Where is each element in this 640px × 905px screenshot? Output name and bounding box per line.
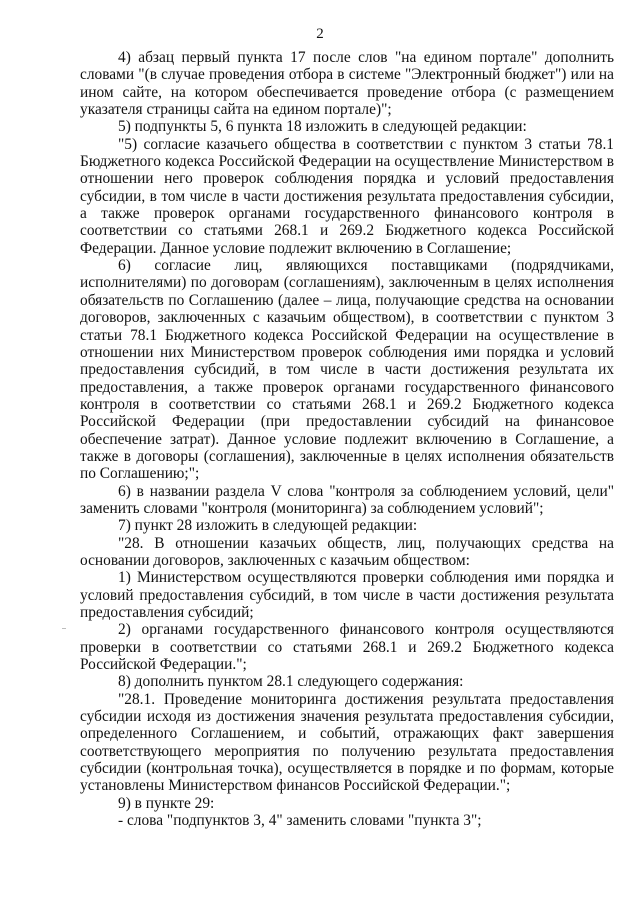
paragraph-item-6-section-v: 6) в названии раздела V слова "контроля за соблюдением условий, цели" заменить словами "контроля (мониторинга) за соблюдением условий";: [80, 482, 614, 517]
document-body: [80, 49, 614, 829]
margin-mark: [62, 628, 66, 629]
page-number: 2: [316, 26, 324, 42]
paragraph-subitem-6-consent: 6) согласие лиц, являющихся поставщиками (подрядчиками, исполнителями) по договорам (соглашениям), заключенным в целях исполнения обязательств по Соглашению (далее – лица, получающие средства на основании договоров, заключенных с казачьим обществом), в соответствии с пунктом 3 статьи 78.1 Бюджетного кодекса Российской Федерации на осуществление в отношении них Министерством проверок соблюдения ими порядка и условий предоставления субсидий, в том числе в части достижения результата их предоставления, а также проверок органами государственного финансового контроля в соответствии со статьями 268.1 и 269.2 Бюджетного кодекса Российской Федерации (при предоставлении субсидий на финансовое обеспечение затрат). Данное условие подлежит включению в Соглашение, а также в договоры (соглашения), заключенные в целях исполнения обязательств по Соглашению;";: [80, 257, 614, 483]
paragraph-para28-sub2: 2) органами государственного финансового контроля осуществляются проверки в соответствии со статьями 268.1 и 269.2 Бюджетного кодекса Российской Федерации.";: [80, 621, 614, 674]
paragraph-para28-1-text: "28.1. Проведение мониторинга достижения результата предоставления субсидии исходя из достижения значения результата предоставления субсидии, определенного Соглашением, и событий, отражающих факт завершения соответствующего мероприятия по получению результата предоставления субсидии (контрольная точка), осуществляется в порядке и по формам, которые установлены Министерством финансов Российской Федерации.";: [80, 690, 614, 795]
paragraph-item-5-para18: 5) подпункты 5, 6 пункта 18 изложить в следующей редакции:: [118, 118, 527, 136]
paragraph-item-8-para28-1: 8) дополнить пунктом 28.1 следующего содержания:: [118, 673, 464, 691]
paragraph-para28-text: "28. В отношении казачьих обществ, лиц, получающих средства на основании договоров, заключенных с казачьим обществом:: [80, 534, 614, 569]
paragraph-para29-dash: - слова "подпунктов 3, 4" заменить словами "пункта 3";: [118, 812, 482, 830]
paragraph-item-4-para17: 4) абзац первый пункта 17 после слов "на едином портале" дополнить словами "(в случае проведения отбора в системе "Электронный бюджет") или на ином сайте, на котором обеспечивается проведение отбора (с размещением указателя страницы сайта на едином портале)";: [80, 49, 614, 119]
paragraph-item-9-para29: 9) в пункте 29:: [118, 794, 215, 812]
paragraph-para28-sub1: 1) Министерством осуществляются проверки соблюдения ими порядка и условий предоставления субсидий, в том числе в части достижения результата предоставления субсидий;: [80, 569, 614, 621]
paragraph-subitem-5-consent: "5) согласие казачьего общества в соответствии с пунктом 3 статьи 78.1 Бюджетного кодекса Российской Федерации на осуществление Министерством в отношении него проверок соблюдения порядка и условий предоставления субсидии, в том числе в части достижения результата предоставления субсидии, а также проверок органами государственного финансового контроля в соответствии со статьями 268.1 и 269.2 Бюджетного кодекса Российской Федерации. Данное условие подлежит включению в Соглашение;: [80, 135, 614, 257]
paragraph-item-7-para28: 7) пункт 28 изложить в следующей редакции:: [118, 517, 418, 535]
